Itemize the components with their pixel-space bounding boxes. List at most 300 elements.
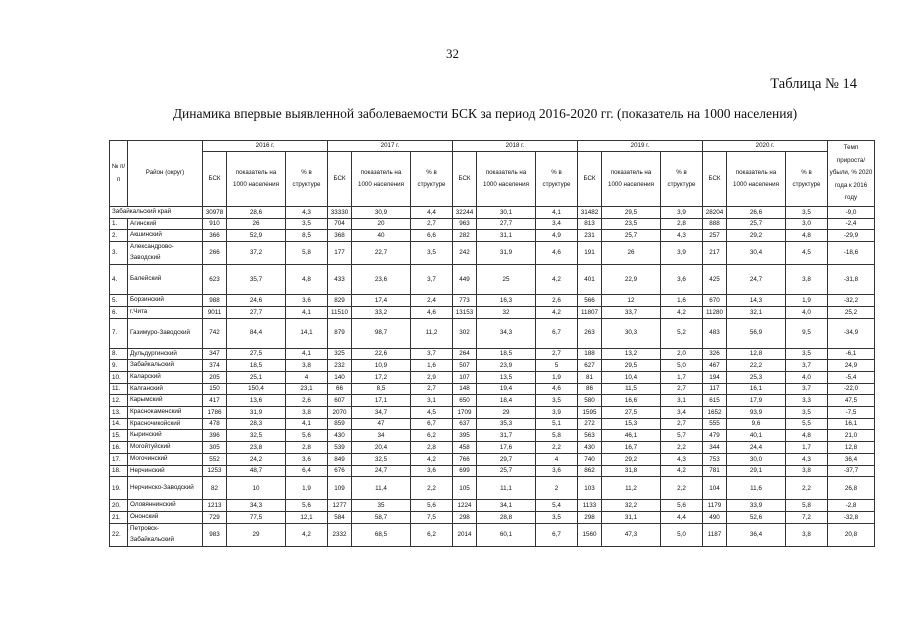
row-value: 1224 bbox=[453, 500, 477, 512]
row-value: 16,1 bbox=[727, 383, 786, 395]
row-value: 5,1 bbox=[536, 418, 578, 430]
row-value: 2 bbox=[536, 477, 578, 500]
row-value: -22,0 bbox=[828, 383, 875, 395]
row-value: 82 bbox=[203, 477, 227, 500]
row-value: 433 bbox=[328, 265, 352, 295]
row-value: 2,7 bbox=[661, 383, 703, 395]
row-value: 30,3 bbox=[602, 318, 661, 348]
row-value: 34,3 bbox=[477, 318, 536, 348]
header-rate: показатель на 1000 населения bbox=[227, 152, 286, 207]
row-value: 2,8 bbox=[286, 442, 328, 454]
row-value: 2,7 bbox=[536, 348, 578, 360]
row-value: 22,6 bbox=[352, 348, 411, 360]
header-row-years bbox=[110, 141, 875, 152]
row-value: 4,4 bbox=[661, 511, 703, 523]
row-name: Балейский bbox=[128, 265, 203, 295]
row-value: 3,6 bbox=[286, 295, 328, 307]
row-number: 22. bbox=[110, 523, 128, 546]
row-value: 29,5 bbox=[602, 360, 661, 372]
row-value: 5,5 bbox=[786, 418, 828, 430]
row-value: 4,1 bbox=[286, 348, 328, 360]
row-value: -5,4 bbox=[828, 371, 875, 383]
row-value: 25,3 bbox=[727, 371, 786, 383]
row-value: 5,6 bbox=[661, 500, 703, 512]
row-value: 32,5 bbox=[352, 453, 411, 465]
row-value: 5 bbox=[536, 360, 578, 372]
row-value: 23,8 bbox=[227, 442, 286, 454]
row-value: 3,8 bbox=[786, 523, 828, 546]
row-value: 11,5 bbox=[602, 383, 661, 395]
row-value: 23,5 bbox=[602, 218, 661, 230]
row-value: 1560 bbox=[578, 523, 602, 546]
row-value: 10,4 bbox=[602, 371, 661, 383]
row-number: 19. bbox=[110, 477, 128, 500]
row-value: 781 bbox=[703, 465, 727, 477]
row-value: 1,9 bbox=[536, 371, 578, 383]
row-value: 2332 bbox=[328, 523, 352, 546]
row-value: 753 bbox=[703, 453, 727, 465]
row-value: 16,7 bbox=[602, 442, 661, 454]
row-value: 84,4 bbox=[227, 318, 286, 348]
row-value: -29,9 bbox=[828, 230, 875, 242]
row-value: 2,6 bbox=[536, 295, 578, 307]
row-value: 9011 bbox=[203, 306, 227, 318]
row-value: 3,5 bbox=[786, 407, 828, 419]
row-value: 40 bbox=[352, 230, 411, 242]
row-value: 29,2 bbox=[727, 230, 786, 242]
row-name: Александрово-Заводский bbox=[128, 242, 203, 265]
row-value: 22,2 bbox=[727, 360, 786, 372]
row-value: 6,7 bbox=[536, 318, 578, 348]
table-row bbox=[110, 395, 875, 407]
row-value: 98,7 bbox=[352, 318, 411, 348]
row-value: 28,3 bbox=[227, 418, 286, 430]
row-value: 3,7 bbox=[786, 360, 828, 372]
row-value: 103 bbox=[578, 477, 602, 500]
row-value: 3,8 bbox=[286, 360, 328, 372]
row-value: 27,7 bbox=[227, 306, 286, 318]
row-name: г.Чита bbox=[128, 306, 203, 318]
row-value: 3,8 bbox=[786, 465, 828, 477]
table-row bbox=[110, 306, 875, 318]
row-name: Петровск-Забайкальский bbox=[128, 523, 203, 546]
row-value: 30,4 bbox=[727, 242, 786, 265]
header-bsk: БСК bbox=[578, 152, 602, 207]
row-name: Могойтуйский bbox=[128, 442, 203, 454]
row-value: 29,7 bbox=[477, 453, 536, 465]
row-name: Карымский bbox=[128, 395, 203, 407]
row-value: 580 bbox=[578, 395, 602, 407]
row-number: 7. bbox=[110, 318, 128, 348]
row-number: 17. bbox=[110, 453, 128, 465]
row-value: 31,9 bbox=[227, 407, 286, 419]
row-value: 31,1 bbox=[602, 511, 661, 523]
row-value: 18,5 bbox=[227, 360, 286, 372]
row-value: 22,7 bbox=[352, 242, 411, 265]
row-value: 5,6 bbox=[411, 500, 453, 512]
row-value: 325 bbox=[328, 348, 352, 360]
row-value: 21,0 bbox=[828, 430, 875, 442]
row-value: 25,7 bbox=[602, 230, 661, 242]
row-value: 650 bbox=[453, 395, 477, 407]
header-year: 2017 г. bbox=[328, 141, 453, 152]
table-body bbox=[110, 207, 875, 547]
row-value: 2,7 bbox=[411, 218, 453, 230]
row-value: -18,6 bbox=[828, 242, 875, 265]
row-value: 28,6 bbox=[227, 207, 286, 219]
row-value: 430 bbox=[578, 442, 602, 454]
row-value: 16,3 bbox=[477, 295, 536, 307]
row-value: 395 bbox=[453, 430, 477, 442]
row-value: 30978 bbox=[203, 207, 227, 219]
row-value: 60,1 bbox=[477, 523, 536, 546]
row-value: 888 bbox=[703, 218, 727, 230]
row-value: 862 bbox=[578, 465, 602, 477]
row-value: 4,3 bbox=[786, 453, 828, 465]
row-value: 24,9 bbox=[828, 360, 875, 372]
header-district: Район (округ) bbox=[128, 141, 203, 207]
table-row bbox=[110, 465, 875, 477]
row-value: -2,8 bbox=[828, 500, 875, 512]
row-value: 24,2 bbox=[227, 453, 286, 465]
row-value: 26,6 bbox=[727, 207, 786, 219]
row-value: 40,1 bbox=[727, 430, 786, 442]
row-value: 4,8 bbox=[286, 265, 328, 295]
row-value: 33,2 bbox=[352, 306, 411, 318]
row-value: 25,1 bbox=[227, 371, 286, 383]
row-value: 81 bbox=[578, 371, 602, 383]
row-number: 18. bbox=[110, 465, 128, 477]
row-value: 5,8 bbox=[786, 500, 828, 512]
row-value: 23,9 bbox=[477, 360, 536, 372]
row-value: 2,2 bbox=[536, 442, 578, 454]
row-value: 34,3 bbox=[227, 500, 286, 512]
header-row-metrics bbox=[110, 152, 875, 207]
row-number: 10. bbox=[110, 371, 128, 383]
row-value: 191 bbox=[578, 242, 602, 265]
row-value: 20,4 bbox=[352, 442, 411, 454]
row-value: 6,2 bbox=[411, 523, 453, 546]
row-value: 539 bbox=[328, 442, 352, 454]
row-value: 58,7 bbox=[352, 511, 411, 523]
table-title: Динамика впервые выявленной заболеваемости БСК за период 2016-2020 гг. (показатель на 1000 населения) bbox=[172, 106, 798, 121]
row-value: 4,0 bbox=[786, 371, 828, 383]
row-value: 3,5 bbox=[536, 395, 578, 407]
row-value: 2,2 bbox=[411, 477, 453, 500]
row-value: 37,2 bbox=[227, 242, 286, 265]
row-value: 4,5 bbox=[786, 242, 828, 265]
row-value: 4,2 bbox=[661, 465, 703, 477]
row-name: Дульдургинский bbox=[128, 348, 203, 360]
row-value: 3,4 bbox=[661, 407, 703, 419]
row-number: 15. bbox=[110, 430, 128, 442]
row-value: 3,9 bbox=[661, 207, 703, 219]
row-value: 1709 bbox=[453, 407, 477, 419]
row-value: 1,7 bbox=[661, 371, 703, 383]
row-value: -2,4 bbox=[828, 218, 875, 230]
row-value: 25,7 bbox=[477, 465, 536, 477]
row-value: 1277 bbox=[328, 500, 352, 512]
table-row bbox=[110, 371, 875, 383]
row-number: 2. bbox=[110, 230, 128, 242]
row-value: 2,2 bbox=[661, 442, 703, 454]
header-year: 2019 г. bbox=[578, 141, 703, 152]
row-value: 3,9 bbox=[536, 407, 578, 419]
row-value: 3,5 bbox=[786, 348, 828, 360]
row-value: 4,3 bbox=[661, 453, 703, 465]
row-value: 31,1 bbox=[477, 230, 536, 242]
row-value: 302 bbox=[453, 318, 477, 348]
row-value: 23,6 bbox=[352, 265, 411, 295]
row-value: 2,8 bbox=[411, 442, 453, 454]
row-value: 26,8 bbox=[828, 477, 875, 500]
row-value: 29,1 bbox=[727, 465, 786, 477]
row-value: 35,3 bbox=[477, 418, 536, 430]
row-value: 11807 bbox=[578, 306, 602, 318]
row-value: 4,2 bbox=[536, 265, 578, 295]
row-value: 4,0 bbox=[786, 306, 828, 318]
row-value: 11,2 bbox=[411, 318, 453, 348]
row-value: 347 bbox=[203, 348, 227, 360]
row-value: 813 bbox=[578, 218, 602, 230]
row-value: 15,3 bbox=[602, 418, 661, 430]
row-value: 4,8 bbox=[786, 230, 828, 242]
row-value: 13,2 bbox=[602, 348, 661, 360]
row-value: 1,6 bbox=[661, 295, 703, 307]
row-value: 3,6 bbox=[411, 465, 453, 477]
row-value: 1179 bbox=[703, 500, 727, 512]
row-value: 4,1 bbox=[286, 418, 328, 430]
row-value: 32,2 bbox=[602, 500, 661, 512]
row-value: 14,3 bbox=[727, 295, 786, 307]
row-value: 12,8 bbox=[727, 348, 786, 360]
row-value: -37,7 bbox=[828, 465, 875, 477]
row-value: 272 bbox=[578, 418, 602, 430]
row-value: -32,8 bbox=[828, 511, 875, 523]
row-name: Нерчинско-Заводский bbox=[128, 477, 203, 500]
row-value: 3,1 bbox=[661, 395, 703, 407]
row-value: 627 bbox=[578, 360, 602, 372]
row-value: 22,9 bbox=[602, 265, 661, 295]
row-value: 52,6 bbox=[727, 511, 786, 523]
row-value: 232 bbox=[328, 360, 352, 372]
row-value: 1,9 bbox=[786, 295, 828, 307]
table-row bbox=[110, 295, 875, 307]
row-value: 29,2 bbox=[602, 453, 661, 465]
row-value: 5,2 bbox=[661, 318, 703, 348]
row-value: 1253 bbox=[203, 465, 227, 477]
row-value: 1213 bbox=[203, 500, 227, 512]
row-value: 7,5 bbox=[411, 511, 453, 523]
row-value: 3,3 bbox=[786, 395, 828, 407]
row-value: 1652 bbox=[703, 407, 727, 419]
row-value: 4,3 bbox=[286, 207, 328, 219]
row-number: 8. bbox=[110, 348, 128, 360]
table-row bbox=[110, 360, 875, 372]
row-value: 670 bbox=[703, 295, 727, 307]
row-number: 6. bbox=[110, 306, 128, 318]
row-value: 6,2 bbox=[411, 430, 453, 442]
header-growth: Темп прироста/ убыли, % 2020 года к 2016 году bbox=[828, 141, 875, 207]
row-number: 14. bbox=[110, 418, 128, 430]
row-value: 194 bbox=[703, 371, 727, 383]
row-value: 4,2 bbox=[411, 453, 453, 465]
row-value: 366 bbox=[203, 230, 227, 242]
row-value: 34,1 bbox=[477, 500, 536, 512]
row-value: 849 bbox=[328, 453, 352, 465]
row-value: 30,9 bbox=[352, 207, 411, 219]
row-value: 25 bbox=[477, 265, 536, 295]
header-bsk: БСК bbox=[328, 152, 352, 207]
row-value: 479 bbox=[703, 430, 727, 442]
table-row bbox=[110, 242, 875, 265]
row-value: 105 bbox=[453, 477, 477, 500]
row-value: 859 bbox=[328, 418, 352, 430]
row-value: 11,1 bbox=[477, 477, 536, 500]
row-value: 66 bbox=[328, 383, 352, 395]
header-share: % в структуре bbox=[661, 152, 703, 207]
row-value: 31482 bbox=[578, 207, 602, 219]
row-value: 3,9 bbox=[661, 242, 703, 265]
row-value: 30,0 bbox=[727, 453, 786, 465]
row-value: 3,6 bbox=[286, 453, 328, 465]
row-value: 8,5 bbox=[286, 230, 328, 242]
row-value: 29,5 bbox=[602, 207, 661, 219]
row-value: 729 bbox=[203, 511, 227, 523]
row-value: 4,1 bbox=[286, 306, 328, 318]
header-year: 2016 г. bbox=[203, 141, 328, 152]
row-value: 17,9 bbox=[727, 395, 786, 407]
row-value: 11510 bbox=[328, 306, 352, 318]
row-number: 3. bbox=[110, 242, 128, 265]
row-value: 47 bbox=[352, 418, 411, 430]
row-value: 305 bbox=[203, 442, 227, 454]
row-value: 3,7 bbox=[411, 348, 453, 360]
row-value: 86 bbox=[578, 383, 602, 395]
row-number: 4. bbox=[110, 265, 128, 295]
row-value: 4,3 bbox=[661, 230, 703, 242]
row-value: 11,4 bbox=[352, 477, 411, 500]
row-name: Каларский bbox=[128, 371, 203, 383]
row-value: 32244 bbox=[453, 207, 477, 219]
row-value: 117 bbox=[703, 383, 727, 395]
row-value: 1187 bbox=[703, 523, 727, 546]
row-value: 242 bbox=[453, 242, 477, 265]
row-value: 35,7 bbox=[227, 265, 286, 295]
row-value: 4,2 bbox=[286, 523, 328, 546]
row-name: Оловяннинский bbox=[128, 500, 203, 512]
header-share: % в структуре bbox=[286, 152, 328, 207]
row-value: 48,7 bbox=[227, 465, 286, 477]
row-value: 1,6 bbox=[411, 360, 453, 372]
row-value: 566 bbox=[578, 295, 602, 307]
row-value: 107 bbox=[453, 371, 477, 383]
row-value: 3,8 bbox=[286, 407, 328, 419]
table-row bbox=[110, 511, 875, 523]
row-value: 33,7 bbox=[602, 306, 661, 318]
row-value: 2,2 bbox=[786, 477, 828, 500]
row-value: 5,0 bbox=[661, 360, 703, 372]
row-value: -32,2 bbox=[828, 295, 875, 307]
row-value: 19,4 bbox=[477, 383, 536, 395]
row-value: 205 bbox=[203, 371, 227, 383]
row-number: 20. bbox=[110, 500, 128, 512]
row-number: 16. bbox=[110, 442, 128, 454]
row-value: 5,8 bbox=[536, 430, 578, 442]
row-value: 24,7 bbox=[352, 465, 411, 477]
row-value: 16,1 bbox=[828, 418, 875, 430]
row-value: 983 bbox=[203, 523, 227, 546]
row-value: 11,6 bbox=[727, 477, 786, 500]
header-year: 2018 г. bbox=[453, 141, 578, 152]
row-value: 12 bbox=[602, 295, 661, 307]
row-value: 28204 bbox=[703, 207, 727, 219]
table-row bbox=[110, 218, 875, 230]
row-name: Борзинский bbox=[128, 295, 203, 307]
row-number: 21. bbox=[110, 511, 128, 523]
incidence-table bbox=[109, 140, 875, 547]
row-number: 9. bbox=[110, 360, 128, 372]
row-value: 425 bbox=[703, 265, 727, 295]
row-value: 3,5 bbox=[286, 218, 328, 230]
row-value: 263 bbox=[578, 318, 602, 348]
row-value: 32 bbox=[477, 306, 536, 318]
row-value: 27,7 bbox=[477, 218, 536, 230]
row-name: Нерчинский bbox=[128, 465, 203, 477]
row-value: 5,6 bbox=[286, 430, 328, 442]
row-value: 17,6 bbox=[477, 442, 536, 454]
row-value: 104 bbox=[703, 477, 727, 500]
row-value: 507 bbox=[453, 360, 477, 372]
header-year: 2020 г. bbox=[703, 141, 828, 152]
row-value: 2014 bbox=[453, 523, 477, 546]
row-value: 2,0 bbox=[661, 348, 703, 360]
row-value: 4,9 bbox=[536, 230, 578, 242]
row-value: 6,7 bbox=[536, 523, 578, 546]
row-value: -9,0 bbox=[828, 207, 875, 219]
row-value: 910 bbox=[203, 218, 227, 230]
row-value: 28,8 bbox=[477, 511, 536, 523]
row-value: 24,6 bbox=[227, 295, 286, 307]
row-value: 740 bbox=[578, 453, 602, 465]
table-row bbox=[110, 477, 875, 500]
row-value: 6,6 bbox=[411, 230, 453, 242]
row-value: 3,4 bbox=[536, 218, 578, 230]
row-value: 2,6 bbox=[286, 395, 328, 407]
row-value: 3,7 bbox=[786, 383, 828, 395]
row-value: 23,1 bbox=[286, 383, 328, 395]
row-value: 10 bbox=[227, 477, 286, 500]
row-value: 4 bbox=[536, 453, 578, 465]
table-row bbox=[110, 348, 875, 360]
row-value: 25,2 bbox=[828, 306, 875, 318]
row-value: 4,4 bbox=[411, 207, 453, 219]
row-value: 36,4 bbox=[727, 523, 786, 546]
row-value: 68,5 bbox=[352, 523, 411, 546]
row-value: 563 bbox=[578, 430, 602, 442]
row-value: 3,5 bbox=[536, 511, 578, 523]
table-row bbox=[110, 383, 875, 395]
row-value: 18,5 bbox=[477, 348, 536, 360]
header-bsk: БСК bbox=[453, 152, 477, 207]
row-value: 31,7 bbox=[477, 430, 536, 442]
row-value: 607 bbox=[328, 395, 352, 407]
table-row bbox=[110, 442, 875, 454]
row-value: 4,6 bbox=[536, 383, 578, 395]
row-value: 2,7 bbox=[411, 383, 453, 395]
row-value: 4,8 bbox=[786, 430, 828, 442]
row-value: 20 bbox=[352, 218, 411, 230]
